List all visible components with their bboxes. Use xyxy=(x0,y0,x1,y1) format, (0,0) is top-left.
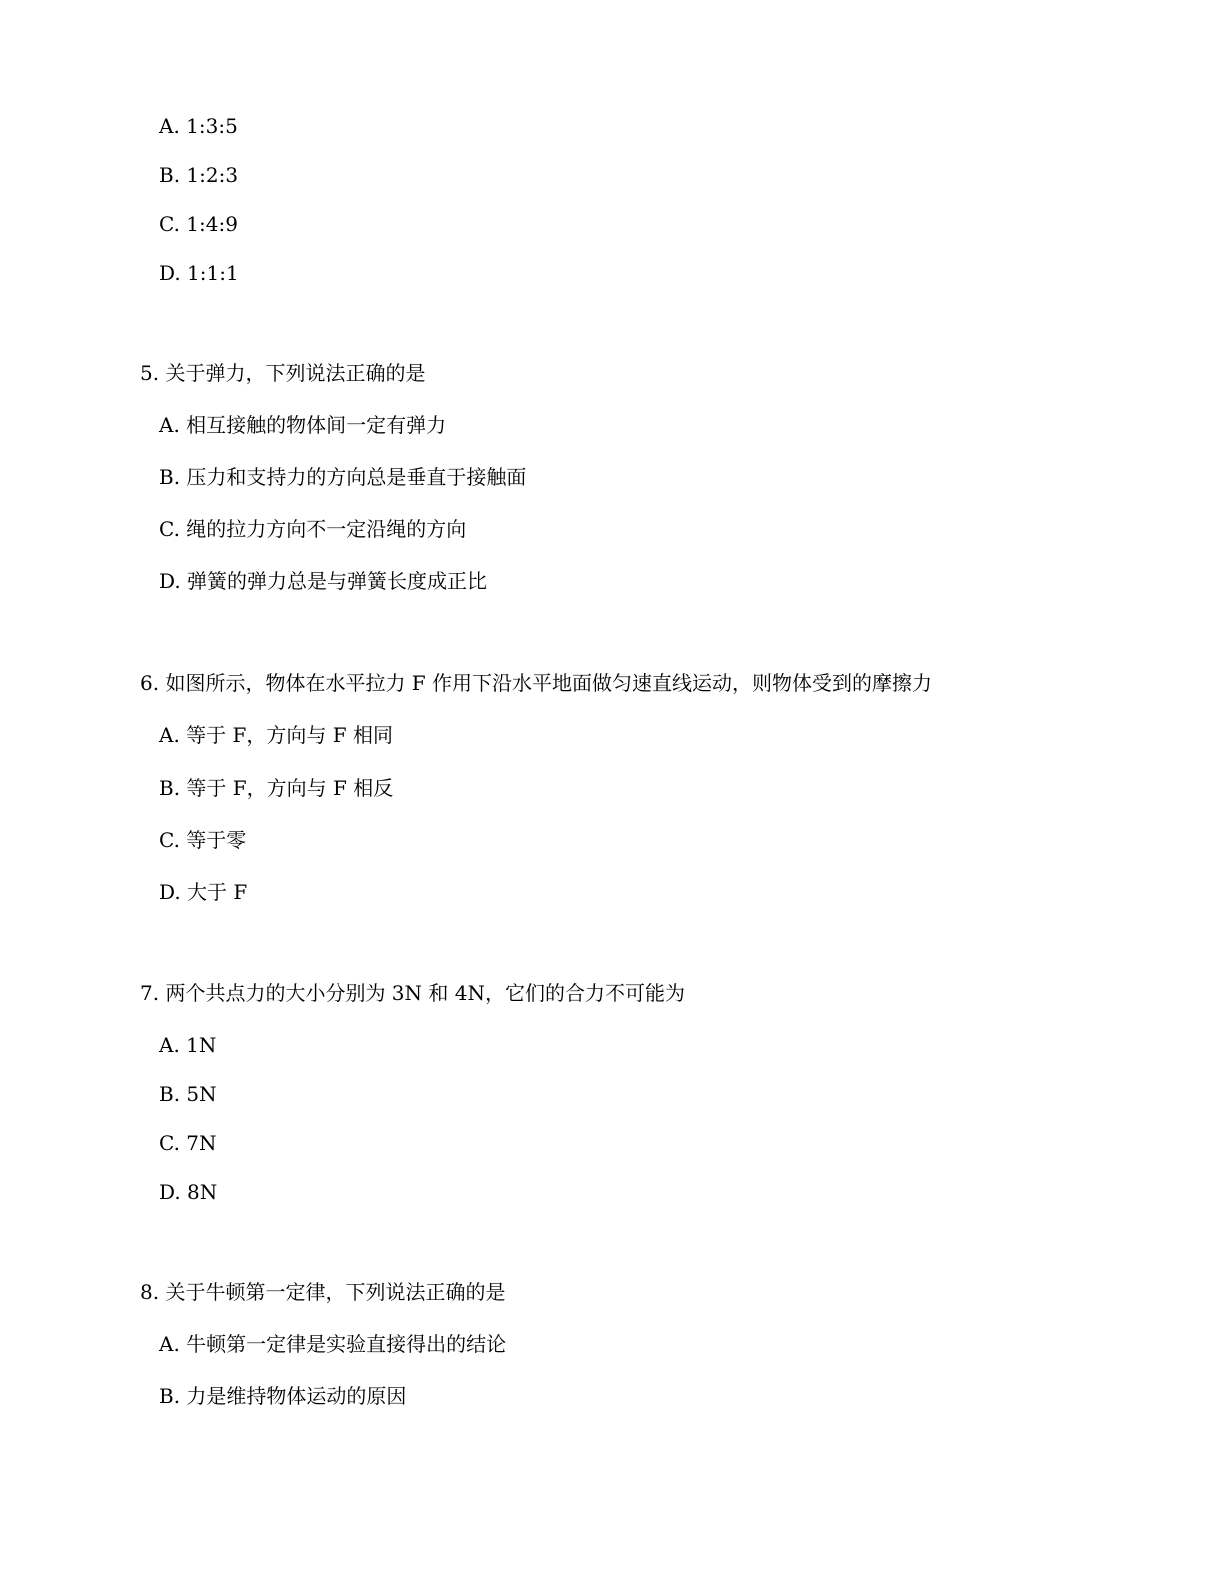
question-8-stem: 8. 关于牛顿第一定律，下列说法正确的是 xyxy=(140,1280,506,1304)
question-5-option-b: B. 压力和支持力的方向总是垂直于接触面 xyxy=(159,465,527,489)
question-6-option-b: B. 等于 F，方向与 F 相反 xyxy=(159,776,394,800)
option-d: D. 1:1:1 xyxy=(159,261,239,285)
question-7-option-c: C. 7N xyxy=(159,1131,217,1155)
question-5-stem: 5. 关于弹力，下列说法正确的是 xyxy=(140,361,426,385)
question-7-stem: 7. 两个共点力的大小分别为 3N 和 4N，它们的合力不可能为 xyxy=(140,981,685,1005)
question-6-option-c: C. 等于零 xyxy=(159,828,247,852)
question-6-stem: 6. 如图所示，物体在水平拉力 F 作用下沿水平地面做匀速直线运动，则物体受到的摩擦力 xyxy=(140,671,933,695)
question-5-option-d: D. 弹簧的弹力总是与弹簧长度成正比 xyxy=(159,569,488,593)
question-7-option-a: A. 1N xyxy=(159,1033,217,1057)
question-6-option-d: D. 大于 F xyxy=(159,880,248,904)
option-b: B. 1:2:3 xyxy=(159,163,239,187)
question-7-option-d: D. 8N xyxy=(159,1180,218,1204)
question-6-option-a: A. 等于 F，方向与 F 相同 xyxy=(159,723,393,747)
question-5-option-c: C. 绳的拉力方向不一定沿绳的方向 xyxy=(159,517,467,541)
question-8-option-b: B. 力是维持物体运动的原因 xyxy=(159,1384,407,1408)
option-c: C. 1:4:9 xyxy=(159,212,238,236)
question-7-option-b: B. 5N xyxy=(159,1082,217,1106)
option-a: A. 1:3:5 xyxy=(159,114,238,138)
question-8-option-a: A. 牛顿第一定律是实验直接得出的结论 xyxy=(159,1332,507,1356)
question-5-option-a: A. 相互接触的物体间一定有弹力 xyxy=(159,413,447,437)
